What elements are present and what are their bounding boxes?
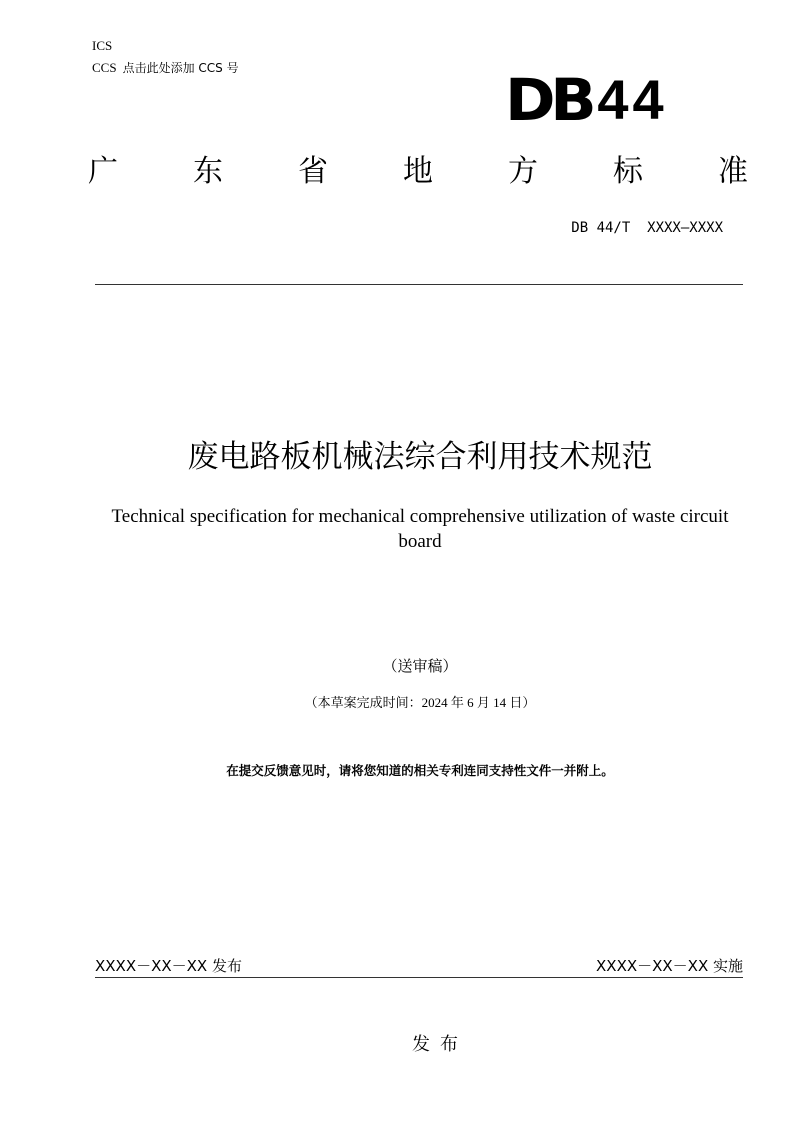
document-title-english: Technical specification for mechanical comprehensive utilization of waste circuit board [111,506,729,552]
issuer-label: 发布 [412,1034,468,1055]
top-divider [95,284,743,285]
standard-type-char: 地 [403,154,433,189]
standard-type-char: 准 [718,154,748,189]
standard-type-char: 省 [298,154,328,189]
patent-notice: 在提交反馈意见时，请将您知道的相关专利连同支持性文件一并附上。 [226,763,614,778]
implement-date: XXXX－XX－XX 实施 [596,957,743,975]
logo-db-text: DB [505,66,592,134]
standard-code: DB 44/T XXXX—XXXX [571,220,723,236]
ccs-placeholder-field[interactable]: 点击此处添加 CCS 号 [122,61,239,75]
ics-label: ICS [92,38,113,53]
document-title-chinese: 废电路板机械法综合利用技术规范 [187,439,653,475]
draft-completion-date: （本草案完成时间：2024 年 6 月 14 日） [304,695,536,710]
standard-type-heading [88,152,748,192]
standard-type-char: 东 [193,154,223,189]
db44-logo [505,66,668,134]
ccs-line [92,60,239,77]
standard-type-char: 广 [88,154,118,189]
publish-date: XXXX－XX－XX 发布 [95,957,242,975]
draft-stage: （送审稿） [382,659,458,675]
logo-number: 44 [597,68,668,131]
standard-type-char: 标 [613,154,643,189]
ccs-label: CCS [92,60,117,75]
standard-type-char: 方 [508,154,538,189]
bottom-divider [95,977,743,978]
